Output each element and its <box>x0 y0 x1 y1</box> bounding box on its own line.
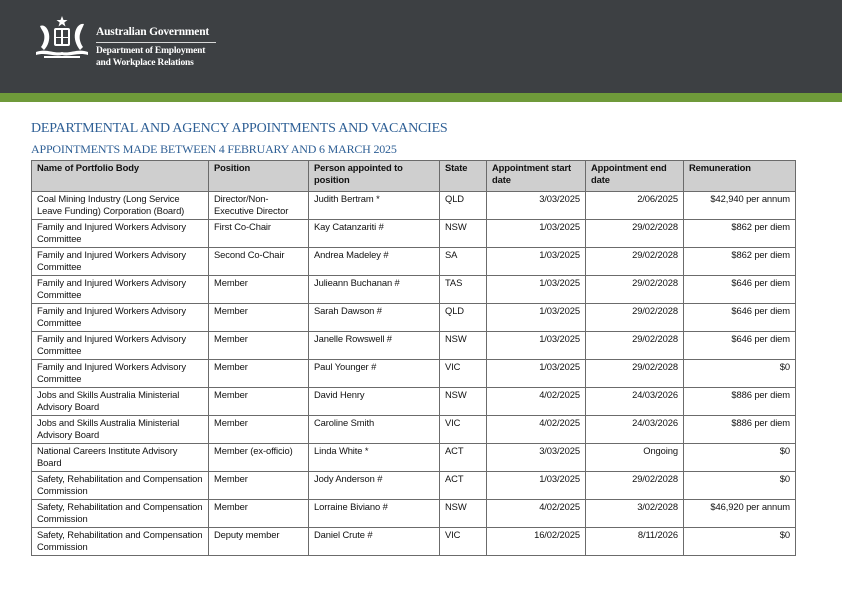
cell-start-date: 4/02/2025 <box>487 416 586 444</box>
column-header-start-date: Appointment start date <box>487 161 586 192</box>
table-body <box>32 192 796 556</box>
cell-end-date: 3/02/2028 <box>586 500 684 528</box>
cell-position: Member <box>209 332 309 360</box>
cell-remuneration: $0 <box>684 444 796 472</box>
cell-person: Kay Catanzariti # <box>309 220 440 248</box>
column-header-remuneration: Remuneration <box>684 161 796 192</box>
cell-portfolio-body: Coal Mining Industry (Long Service Leave Funding) Corporation (Board) <box>32 192 209 220</box>
government-name: Australian Government <box>96 26 210 38</box>
cell-position: Member <box>209 472 309 500</box>
cell-remuneration: $646 per diem <box>684 276 796 304</box>
cell-end-date: 2/06/2025 <box>586 192 684 220</box>
cell-position: Member <box>209 388 309 416</box>
cell-remuneration: $0 <box>684 472 796 500</box>
cell-portfolio-body: Family and Injured Workers Advisory Committee <box>32 276 209 304</box>
column-header-end-date: Appointment end date <box>586 161 684 192</box>
cell-start-date: 1/03/2025 <box>487 276 586 304</box>
cell-remuneration: $886 per diem <box>684 388 796 416</box>
cell-remuneration: $886 per diem <box>684 416 796 444</box>
cell-person: Linda White * <box>309 444 440 472</box>
page-title: DEPARTMENTAL AND AGENCY APPOINTMENTS AND VACANCIES <box>31 121 448 136</box>
coat-of-arms-icon <box>34 14 90 60</box>
cell-portfolio-body: Family and Injured Workers Advisory Committee <box>32 220 209 248</box>
cell-end-date: 29/02/2028 <box>586 472 684 500</box>
department-line-2: and Workplace Relations <box>96 58 194 68</box>
cell-end-date: 8/11/2026 <box>586 528 684 556</box>
cell-end-date: 29/02/2028 <box>586 332 684 360</box>
cell-person: Judith Bertram * <box>309 192 440 220</box>
cell-start-date: 1/03/2025 <box>487 360 586 388</box>
cell-end-date: 24/03/2026 <box>586 388 684 416</box>
table-row <box>32 276 796 304</box>
cell-position: Member <box>209 276 309 304</box>
table-row <box>32 192 796 220</box>
cell-start-date: 1/03/2025 <box>487 248 586 276</box>
table-row <box>32 360 796 388</box>
cell-end-date: 29/02/2028 <box>586 220 684 248</box>
cell-position: Member (ex-officio) <box>209 444 309 472</box>
cell-person: Lorraine Biviano # <box>309 500 440 528</box>
cell-person: Andrea Madeley # <box>309 248 440 276</box>
cell-state: NSW <box>440 500 487 528</box>
table-row <box>32 416 796 444</box>
cell-position: Member <box>209 500 309 528</box>
cell-portfolio-body: National Careers Institute Advisory Board <box>32 444 209 472</box>
table-row <box>32 220 796 248</box>
table-header <box>32 161 796 192</box>
cell-state: QLD <box>440 304 487 332</box>
table-row <box>32 304 796 332</box>
column-header-portfolio-body: Name of Portfolio Body <box>32 161 209 192</box>
cell-position: Second Co-Chair <box>209 248 309 276</box>
cell-remuneration: $646 per diem <box>684 304 796 332</box>
table-row <box>32 528 796 556</box>
cell-position: Member <box>209 416 309 444</box>
table-row <box>32 332 796 360</box>
cell-start-date: 1/03/2025 <box>487 220 586 248</box>
column-header-position: Position <box>209 161 309 192</box>
cell-remuneration: $862 per diem <box>684 220 796 248</box>
table-row <box>32 388 796 416</box>
cell-portfolio-body: Family and Injured Workers Advisory Committee <box>32 248 209 276</box>
cell-portfolio-body: Safety, Rehabilitation and Compensation Commission <box>32 500 209 528</box>
cell-state: NSW <box>440 220 487 248</box>
cell-state: ACT <box>440 472 487 500</box>
cell-person: Jody Anderson # <box>309 472 440 500</box>
cell-start-date: 4/02/2025 <box>487 388 586 416</box>
cell-state: VIC <box>440 528 487 556</box>
cell-start-date: 3/03/2025 <box>487 444 586 472</box>
cell-portfolio-body: Jobs and Skills Australia Ministerial Advisory Board <box>32 388 209 416</box>
cell-person: Paul Younger # <box>309 360 440 388</box>
cell-state: VIC <box>440 360 487 388</box>
cell-end-date: Ongoing <box>586 444 684 472</box>
page-subtitle: APPOINTMENTS MADE BETWEEN 4 FEBRUARY AND 6 MARCH 2025 <box>31 142 397 156</box>
cell-end-date: 29/02/2028 <box>586 360 684 388</box>
cell-person: Julieann Buchanan # <box>309 276 440 304</box>
cell-person: Janelle Rowswell # <box>309 332 440 360</box>
cell-portfolio-body: Safety, Rehabilitation and Compensation Commission <box>32 528 209 556</box>
cell-state: TAS <box>440 276 487 304</box>
cell-portfolio-body: Family and Injured Workers Advisory Committee <box>32 304 209 332</box>
appointments-table <box>31 160 796 556</box>
cell-start-date: 3/03/2025 <box>487 192 586 220</box>
department-line-1: Department of Employment <box>96 46 206 56</box>
page-header <box>0 0 842 93</box>
table-row <box>32 500 796 528</box>
cell-end-date: 24/03/2026 <box>586 416 684 444</box>
cell-portfolio-body: Family and Injured Workers Advisory Committee <box>32 332 209 360</box>
table-row <box>32 248 796 276</box>
cell-start-date: 16/02/2025 <box>487 528 586 556</box>
cell-state: NSW <box>440 388 487 416</box>
cell-end-date: 29/02/2028 <box>586 248 684 276</box>
cell-person: Caroline Smith <box>309 416 440 444</box>
cell-position: Member <box>209 360 309 388</box>
cell-remuneration: $46,920 per annum <box>684 500 796 528</box>
cell-position: Deputy member <box>209 528 309 556</box>
cell-person: Sarah Dawson # <box>309 304 440 332</box>
cell-remuneration: $646 per diem <box>684 332 796 360</box>
column-header-person: Person appointed to position <box>309 161 440 192</box>
header-accent-bar <box>0 93 842 102</box>
cell-person: David Henry <box>309 388 440 416</box>
cell-state: SA <box>440 248 487 276</box>
column-header-state: State <box>440 161 487 192</box>
cell-remuneration: $0 <box>684 360 796 388</box>
cell-start-date: 1/03/2025 <box>487 472 586 500</box>
cell-state: QLD <box>440 192 487 220</box>
cell-position: Member <box>209 304 309 332</box>
cell-portfolio-body: Safety, Rehabilitation and Compensation Commission <box>32 472 209 500</box>
cell-position: First Co-Chair <box>209 220 309 248</box>
cell-start-date: 1/03/2025 <box>487 332 586 360</box>
cell-portfolio-body: Jobs and Skills Australia Ministerial Advisory Board <box>32 416 209 444</box>
cell-state: NSW <box>440 332 487 360</box>
cell-end-date: 29/02/2028 <box>586 276 684 304</box>
cell-remuneration: $0 <box>684 528 796 556</box>
table-row <box>32 472 796 500</box>
cell-person: Daniel Crute # <box>309 528 440 556</box>
cell-state: ACT <box>440 444 487 472</box>
table-row <box>32 444 796 472</box>
header-rule <box>96 42 216 43</box>
cell-position: Director/Non-Executive Director <box>209 192 309 220</box>
cell-portfolio-body: Family and Injured Workers Advisory Committee <box>32 360 209 388</box>
cell-remuneration: $42,940 per annum <box>684 192 796 220</box>
cell-state: VIC <box>440 416 487 444</box>
cell-start-date: 1/03/2025 <box>487 304 586 332</box>
table-header-row <box>32 161 796 192</box>
cell-start-date: 4/02/2025 <box>487 500 586 528</box>
cell-remuneration: $862 per diem <box>684 248 796 276</box>
cell-end-date: 29/02/2028 <box>586 304 684 332</box>
department-name <box>96 45 205 69</box>
